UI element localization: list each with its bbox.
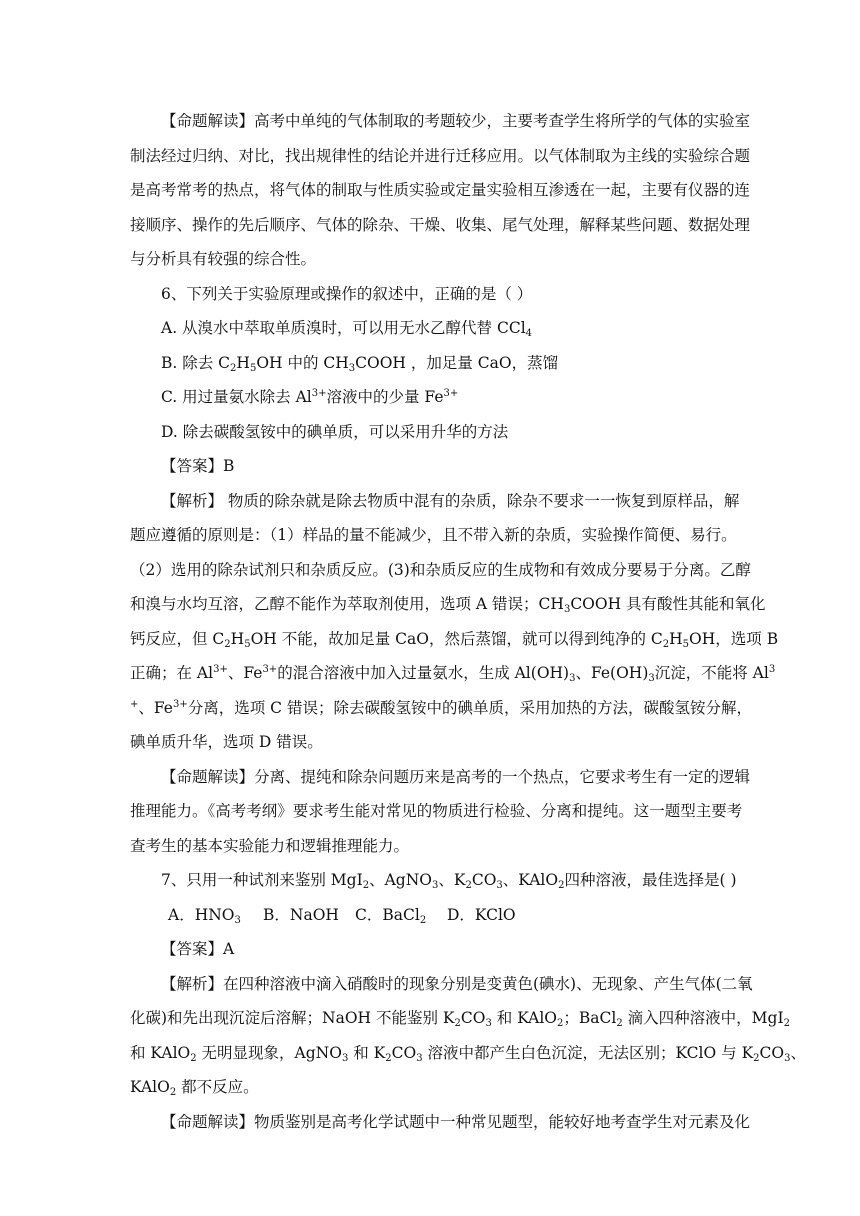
subscript: 2 <box>169 1087 177 1098</box>
subscript: 2 <box>362 880 370 891</box>
text-run: 、Fe(OH) <box>575 664 649 682</box>
subscript: 2 <box>190 1052 197 1064</box>
subscript: 3 <box>496 880 503 891</box>
text-run: 、 <box>790 1043 806 1062</box>
text-run: D. 除去碳酸氢铵中的碘单质，可以采用升华的方法 <box>161 422 509 441</box>
text-run: B. 除去 C <box>161 353 231 372</box>
text-run: 是高考常考的热点，将气体的制取与性质实验或定量实验相互渗透在一起，主要有仪器的连 <box>130 181 751 199</box>
subscript: 3 <box>234 914 241 926</box>
paragraph-line <box>130 829 730 864</box>
superscript: 3+ <box>172 698 188 710</box>
text-run: 与分析具有较强的综合性。 <box>130 250 317 268</box>
text-run: 制法经过归纳、对比，找出规律性的结论并进行迁移应用。以气体制取为主线的实验综合题 <box>130 146 751 165</box>
subscript: 3 <box>416 1052 423 1064</box>
text-run: （2）选用的除杂试剂只和杂质反应。(3)和杂质反应的生成物和有效成分要易于分离。乙醇 <box>130 560 751 579</box>
subscript: 2 <box>558 880 565 891</box>
subscript: 3 <box>569 673 576 684</box>
text-run: A．HNO <box>168 905 235 924</box>
subscript: 2 <box>753 1052 760 1064</box>
subscript: 3 <box>431 880 439 891</box>
text-run: 和 K <box>348 1043 386 1062</box>
paragraph-line <box>130 553 751 588</box>
text-run: 、Fe <box>227 664 263 682</box>
text-run: 分离，选项 C 错误；除去碳酸氢铵中的碘单质，采用加热的方法，碳酸氢铵分解， <box>187 698 752 717</box>
paragraph-line <box>130 760 751 795</box>
paragraph-line <box>130 484 740 519</box>
paragraph-line <box>130 104 751 139</box>
paragraph-line <box>130 967 753 1002</box>
superscript: + <box>130 698 139 710</box>
text-run: C. 用过量氨水除去 Al <box>161 388 312 406</box>
text-run: 正确；在 Al <box>130 664 214 682</box>
subscript: 3 <box>341 1052 349 1064</box>
text-run: CO <box>391 1043 417 1062</box>
text-run: 【解析】在四种溶液中滴入硝酸时的现象分别是变黄色(碘水)、无现象、产生气体(二氧 <box>161 974 753 993</box>
text-run: 、K <box>438 871 466 889</box>
text-run: 和溴与水均互溶，乙醇不能作为萃取剂使用，选项 A 错误；CH <box>130 595 564 613</box>
paragraph-line <box>130 656 776 691</box>
text-run: 的混合溶液中加入过量氨水，生成 Al(OH) <box>277 664 570 682</box>
subscript: 2 <box>557 1018 564 1029</box>
text-run: 钙反应，但 C <box>130 629 225 648</box>
paragraph-line <box>130 622 779 657</box>
subscript: 5 <box>244 638 251 650</box>
superscript: 3+ <box>443 388 459 399</box>
text-run: 推理能力。《高考考纲》要求考生能对常见的物质进行检验、分离和提纯。这一题型主要考 <box>130 802 743 820</box>
question-7-option-b <box>263 898 355 933</box>
text-run: 【命题解读】分离、提纯和除杂问题历来是高考的一个热点，它要求考生有一定的逻辑 <box>161 767 751 786</box>
subscript: 3 <box>648 673 655 684</box>
text-run: D．KClO <box>447 905 516 924</box>
subscript: 3 <box>784 1052 791 1064</box>
document-body <box>130 104 806 1139</box>
subscript: 5 <box>249 362 257 374</box>
text-run: OH，选项 B <box>689 629 779 648</box>
text-run: 和 KAlO <box>491 1009 558 1027</box>
paragraph-line <box>130 1036 806 1071</box>
text-run: 7、只用一种试剂来鉴别 MgI <box>161 871 363 889</box>
subscript: 2 <box>783 1018 790 1029</box>
question-7-option-a <box>168 898 263 933</box>
text-run: H <box>669 629 683 648</box>
text-run: H <box>230 629 245 648</box>
text-run: H <box>236 353 250 372</box>
paragraph-line <box>130 1105 751 1140</box>
question-6-option-a <box>130 311 730 346</box>
paragraph-line <box>130 725 730 760</box>
superscript: 3+ <box>213 664 228 675</box>
answer-text: 【答案】B <box>161 457 235 475</box>
text-run: C．BaCl <box>355 905 420 924</box>
subscript: 2 <box>465 880 472 891</box>
question-7-option-c <box>355 898 447 933</box>
answer-7 <box>130 932 730 967</box>
text-run: 查考生的基本实验能力和逻辑推理能力。 <box>130 836 410 855</box>
text-run: ；BaCl <box>563 1009 617 1027</box>
subscript: 3 <box>563 604 571 615</box>
paragraph-line <box>130 518 737 553</box>
text-run: CO <box>460 1009 486 1027</box>
question-6-option-b <box>130 346 730 381</box>
question-7 <box>130 863 737 898</box>
answer-text: 【答案】A <box>161 940 235 958</box>
subscript: 2 <box>224 638 231 650</box>
subscript: 2 <box>454 1018 461 1029</box>
text-run: 都不反应。 <box>176 1078 259 1096</box>
text-run: OH 中的 CH <box>256 353 349 372</box>
subscript: 2 <box>419 914 427 926</box>
paragraph-line <box>130 208 751 243</box>
text-run: 、Fe <box>138 698 173 717</box>
paragraph-line <box>130 173 751 208</box>
subscript: 2 <box>385 1052 392 1064</box>
text-run: 【命题解读】物质鉴别是高考化学试题中一种常见题型，能较好地考查学生对元素及化 <box>161 1112 751 1131</box>
subscript: 2 <box>662 638 670 650</box>
text-run: COOH ，加足量 CaO，蒸馏 <box>355 353 559 372</box>
text-run: A. 从溴水中萃取单质溴时，可以用无水乙醇代替 CCl <box>161 319 526 337</box>
subscript: 3 <box>348 362 356 374</box>
text-run: 化碳)和先出现沉淀后溶解；NaOH 不能鉴别 K <box>130 1009 455 1027</box>
text-run: OH 不能，故加足量 CaO，然后蒸馏，就可以得到纯净的 C <box>250 629 663 648</box>
paragraph-line <box>130 1001 790 1036</box>
paragraph-line <box>130 587 766 622</box>
subscript: 4 <box>525 328 533 339</box>
text-run: KAlO <box>130 1078 170 1096</box>
text-run: B．NaOH <box>263 905 339 924</box>
text-run: 、AgNO <box>369 871 432 889</box>
text-run: 题应遵循的原则是：（1）样品的量不能减少，且不带入新的杂质，实验操作简便、易行。 <box>130 526 737 544</box>
text-run: 碘单质升华，选项 D 错误。 <box>130 733 323 751</box>
question-6-option-c <box>130 380 730 415</box>
paragraph-line <box>130 691 752 726</box>
paragraph-line <box>130 794 743 829</box>
paragraph-line <box>130 1070 730 1105</box>
text-run: 溶液中的少量 Fe <box>326 388 444 406</box>
text-run: 无明显现象，AgNO <box>196 1043 342 1062</box>
text-run: 滴入四种溶液中，MgI <box>622 1009 784 1027</box>
text-run: COOH 具有酸性其能和氧化 <box>570 595 766 613</box>
paragraph-line <box>130 139 751 174</box>
question-6 <box>130 277 730 312</box>
superscript: 3+ <box>262 664 278 675</box>
question-7-option-d <box>447 898 516 933</box>
answer-6 <box>130 449 730 484</box>
text-run: 和 KAlO <box>130 1043 191 1062</box>
text-run: CO <box>759 1043 785 1062</box>
superscript: 3 <box>768 664 776 675</box>
text-run: 溶液中都产生白色沉淀，无法区别；KClO 与 K <box>422 1043 754 1062</box>
question-7-options <box>130 898 730 933</box>
question-text: 6、下列关于实验原理或操作的叙述中，正确的是（ ） <box>161 284 533 303</box>
subscript: 5 <box>682 638 690 650</box>
subscript: 2 <box>230 362 237 374</box>
text-run: 【命题解读】高考中单纯的气体制取的考题较少，主要考查学生将所学的气体的实验室 <box>161 112 751 130</box>
text-run: 【解析】 物质的除杂就是除去物质中混有的杂质，除杂不要求一一恢复到原样品，解 <box>161 491 740 510</box>
superscript: 3+ <box>311 388 327 399</box>
paragraph-line <box>130 242 730 277</box>
question-6-option-d <box>130 415 730 450</box>
text-run: 、KAlO <box>502 871 559 889</box>
text-run: 接顺序、操作的先后顺序、气体的除杂、干燥、收集、尾气处理，解释某些问题、数据处理 <box>130 215 751 234</box>
text-run: 沉淀，不能将 Al <box>654 664 769 682</box>
text-run: CO <box>471 871 497 889</box>
subscript: 3 <box>485 1018 492 1029</box>
text-run: 四种溶液，最佳选择是( ) <box>564 871 737 889</box>
subscript: 2 <box>616 1018 623 1029</box>
